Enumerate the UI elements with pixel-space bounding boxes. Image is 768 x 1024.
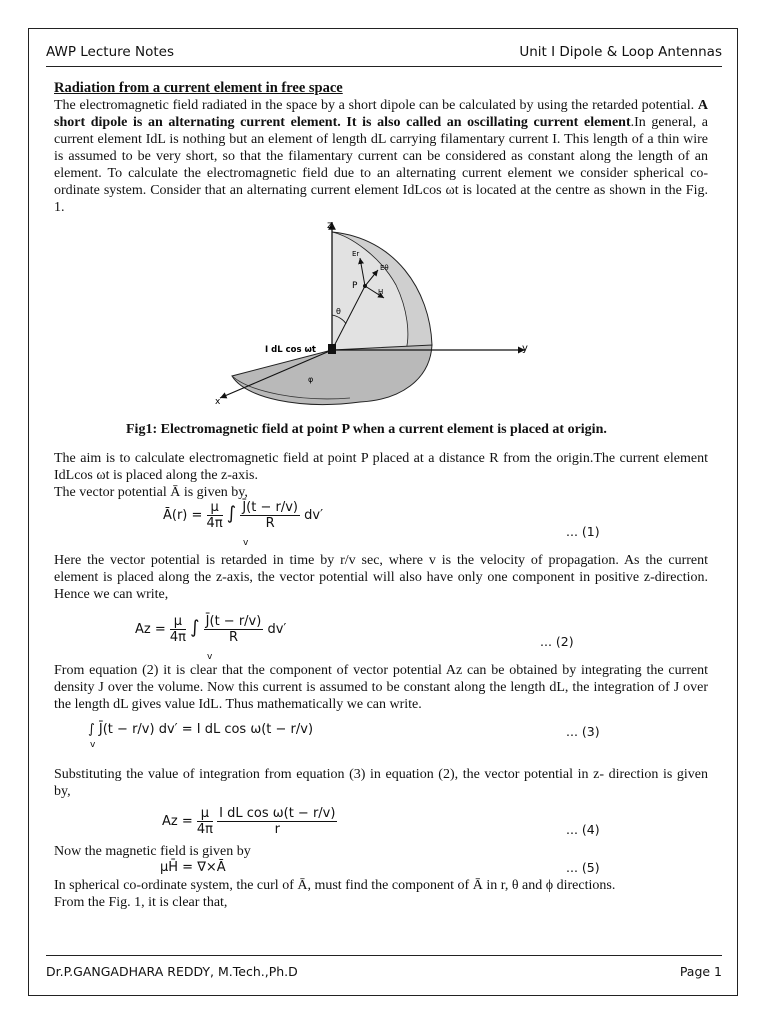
eq2-integral: ∫	[190, 617, 200, 638]
axis-y-label: y	[522, 343, 528, 354]
figure-1-diagram	[0, 0, 768, 440]
axis-x-label: x	[215, 397, 221, 407]
aim-text: The aim is to calculate electromagnetic field at point P placed at a distance R from the origin.The current element IdLcos ωt is placed along the z-axis.	[54, 451, 708, 483]
eq1-tail: dv′	[304, 508, 324, 523]
retarded-paragraph	[54, 552, 708, 603]
eq2-explanation-paragraph	[54, 662, 708, 713]
footer-author: Dr.P.GANGADHARA REDDY, M.Tech.,Ph.D	[46, 964, 298, 979]
eq1-lhs: Ā(r) =	[163, 508, 203, 523]
figure-reference-text: From the Fig. 1, it is clear that,	[54, 895, 228, 910]
point-p-label: P	[352, 281, 358, 291]
theta-label: θ	[336, 307, 341, 316]
equation-1	[163, 500, 324, 548]
equation-2	[135, 614, 287, 662]
footer-rule	[46, 955, 722, 956]
magnetic-field-text: Now the magnetic field is given by	[54, 844, 251, 859]
eq2-explanation-text: From equation (2) it is clear that the component of vector potential Az can be obtained by integrating the current density J over the volume. Now this current is assumed to be constant along the length dL, the integration of J over the length dL gives value IdL. Thus mathematically we can write.	[54, 663, 708, 712]
aim-paragraph	[54, 450, 708, 501]
magnetic-field-paragraph	[54, 843, 708, 860]
equation-5: μH̄ = ∇×Ā	[160, 860, 226, 875]
vector-intro-text: The vector potential Ā is given by,	[54, 485, 248, 500]
eq1-subscript: v	[243, 538, 249, 548]
header-right: Unit I Dipole & Loop Antennas	[519, 44, 722, 60]
current-element-label: I dL cos ωt	[265, 345, 316, 355]
eq1-coef: $\frac{\mu}{4\pi}$	[206, 500, 223, 531]
eq4-fraction: $\frac{\text{I dL cos ω(t − r/v)}}{r}$	[219, 806, 336, 837]
intro-text-1: The electromagnetic field radiated in the space by a short dipole can be calculated by using the retarded potential.	[54, 98, 695, 113]
substitution-text: Substituting the value of integration from equation (3) in equation (2), the vector potential in z- direction is given by,	[54, 767, 708, 799]
eq2-number: ... (2)	[540, 634, 574, 649]
eq2-lhs: Az =	[135, 622, 166, 637]
eq3-number: ... (3)	[566, 724, 600, 739]
footer-page-number: Page 1	[679, 964, 722, 979]
eq3-subscript: v	[90, 740, 96, 750]
e-theta-label: Eθ	[380, 264, 389, 272]
eq1-integral: ∫	[226, 503, 237, 524]
curl-paragraph	[54, 877, 708, 911]
eq2-subscript: v	[207, 652, 213, 662]
eq1-fraction: $\frac{J̄(t - r/v)}{R}$	[242, 500, 298, 531]
retarded-text: Here the vector potential is retarded in time by r/v sec, where v is the velocity of propagation. As the current element is placed along the z-axis, the vector potential will also have only one component in positive z-direction. Hence we can write,	[54, 553, 708, 602]
eq4-number: ... (4)	[566, 822, 600, 837]
equation-3	[88, 722, 314, 750]
figure-caption: Fig1: Electromagnetic field at point P when a current element is placed at origin.	[126, 422, 607, 437]
eq3-expression: ∫ J̄(t − r/v) dv′ = I dL cos ω(t − r/v)	[88, 722, 314, 737]
section-title: Radiation from a current element in free space	[54, 80, 343, 96]
eq2-coef: $\frac{\mu}{4\pi}$	[169, 614, 186, 645]
eq4-lhs: Az =	[162, 814, 193, 829]
equation-4	[162, 806, 337, 837]
eq5-number: ... (5)	[566, 860, 600, 875]
intro-text-2: .In general, a current element IdL is nothing but an element of length dL carrying filamentary current I. This length of a thin wire is assumed to be very short, so that the filamentary current can be considered as constant along the length of an element. To calculate the electromagnetic field due to an alternating current element we consider spherical co-ordinate system. Consider that an alternating current element IdLcos ωt is located at the centre as shown in the Fig. 1.	[54, 115, 708, 215]
curl-text: In spherical co-ordinate system, the curl of Ā, must find the component of Ā in r, θ and ϕ directions.	[54, 878, 616, 893]
eq2-tail: dv′	[267, 622, 287, 637]
axis-z-label: z	[327, 220, 333, 231]
er-label: Er	[352, 250, 360, 258]
eq4-coef: $\frac{\mu}{4\pi}$	[196, 806, 213, 837]
intro-bold-text: A short dipole is an alternating current element. It is also called an oscillating current element	[54, 98, 708, 130]
eq2-fraction: $\frac{J̄(t - r/v)}{R}$	[205, 614, 262, 645]
phi-label: φ	[308, 375, 314, 384]
substitution-paragraph	[54, 766, 708, 800]
eq1-number: ... (1)	[566, 524, 600, 539]
header-left: AWP Lecture Notes	[46, 44, 174, 60]
h-label: H	[378, 288, 384, 296]
